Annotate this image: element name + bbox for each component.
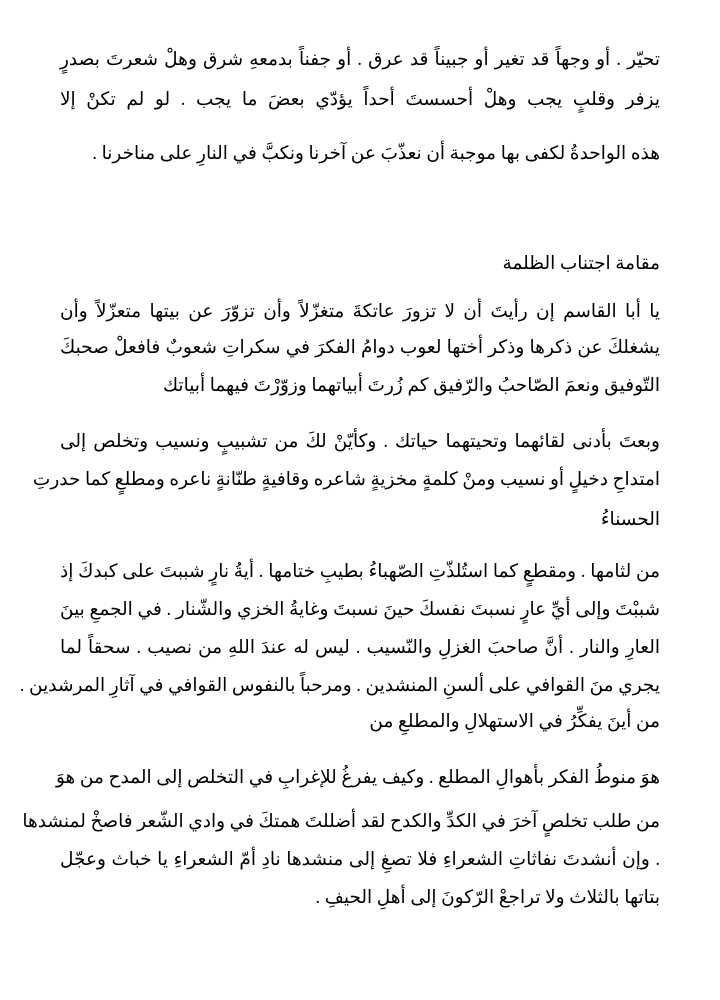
paragraph-4-line-5: من أينَ يفكِّرُ في الاستهلالِ والمطلعِ من [369, 712, 660, 732]
paragraph-5-line-4: بتاتها بالثلاث ولا تراجعْ الرّكونَ إلى أهلِ الحيفِ . [315, 888, 660, 908]
paragraph-4-line-1: من لثامها . ومقطعٍ كما استُلذّتِ الصّهباءُ بطيبِ ختامها . أيةُ نارٍ شببتَ على كبدكَ إذ [60, 562, 660, 582]
paragraph-3-line-3: الحسناءُ [600, 510, 660, 530]
paragraph-3-line-1: وبعتَ بأدنى لقائهما وتحيتهما حياتك . وكأيّنْ لكَ من تشبيبٍ ونسيب وتخلص إلى [60, 432, 660, 452]
paragraph-4-line-2: شببْتَ وإلى أيِّ عارٍ نسبتَ نفسكَ حينَ نسبتَ وغايةُ الخزي والشّنار . في الجمعِ بينَ [60, 600, 660, 620]
paragraph-4-line-4: يجري منَ القوافي على ألسنِ المنشدين . ومرحباً بالنفوس القوافي في آثارِ المرشدين . [19, 676, 660, 696]
paragraph-2-line-1: يا أبا القاسم إن رأيتَ أن لا تزورَ عاتكةَ متغزّلاً وأن تزوّرَ عن بيتها متعزّلاً وأن [60, 302, 660, 322]
paragraph-4-line-3: العارِ والنار . أنَّ صاحبَ الغزلِ والنّسيب . ليس له عندَ اللهِ من نصيب . سحقاً لما [60, 638, 660, 658]
paragraph-5-line-2: من طلب تخلصٍ آخرَ في الكدِّ والكدح لقد أضللتَ همتكَ في وادي الشّعر فاصخْ لمنشدها [22, 812, 660, 832]
paragraph-2-line-2: يشغلكَ عن ذكرها وذكر أختها لعوب دوامُ الفكرَ في سكراتِ شعوبٌ فافعلْ صحبكَ [60, 338, 660, 358]
paragraph-3-line-2: امتداحِ دخيلٍ أو نسيب ومنْ كلمةٍ مخزيةٍ شاعره وقافيةٍ طنّانةٍ ناعره ومطلعٍ كما حدرتِ [32, 470, 660, 490]
paragraph-1-line-3: هذه الواحدةُ لكفى بها موجبة أن نعذّبَ عن آخرنا ونكبَّ في النارِ على مناخرنا . [92, 144, 660, 164]
paragraph-5-line-3: . وإن أنشدتَ نفاثاتِ الشعراءِ فلا تصغِ إلى منشدها نادِ أمّ الشعراءِ يا خباث وعجّل [60, 850, 660, 870]
paragraph-1-line-2: يزفر وقلبٍ يجب وهلْ أحسستَ أحداً يؤدّي بعضَ ما يجب . لو لم تكنْ إلا [60, 90, 660, 110]
section-heading: مقامة اجتناب الظلمة [502, 254, 660, 274]
paragraph-2-line-3: التّوفيق ونعمَ الصّاحبُ والرّفيق كم زُرتَ أبياتهما وزوّرْتَ فيهما أبياتك [162, 376, 660, 396]
paragraph-5-line-1: هوَ منوطُ الفكر بأهوالِ المطلع . وكيف يفرغُ للإغرابِ في التخلص إلى المدح من هوَ [55, 768, 660, 788]
paragraph-1-line-1: تحيّر . أو وجهاً قد تغير أو جبيناً قد عرق . أو جفناً بدمعهِ شرق وهلْ شعرتَ بصدرٍ [60, 50, 660, 70]
